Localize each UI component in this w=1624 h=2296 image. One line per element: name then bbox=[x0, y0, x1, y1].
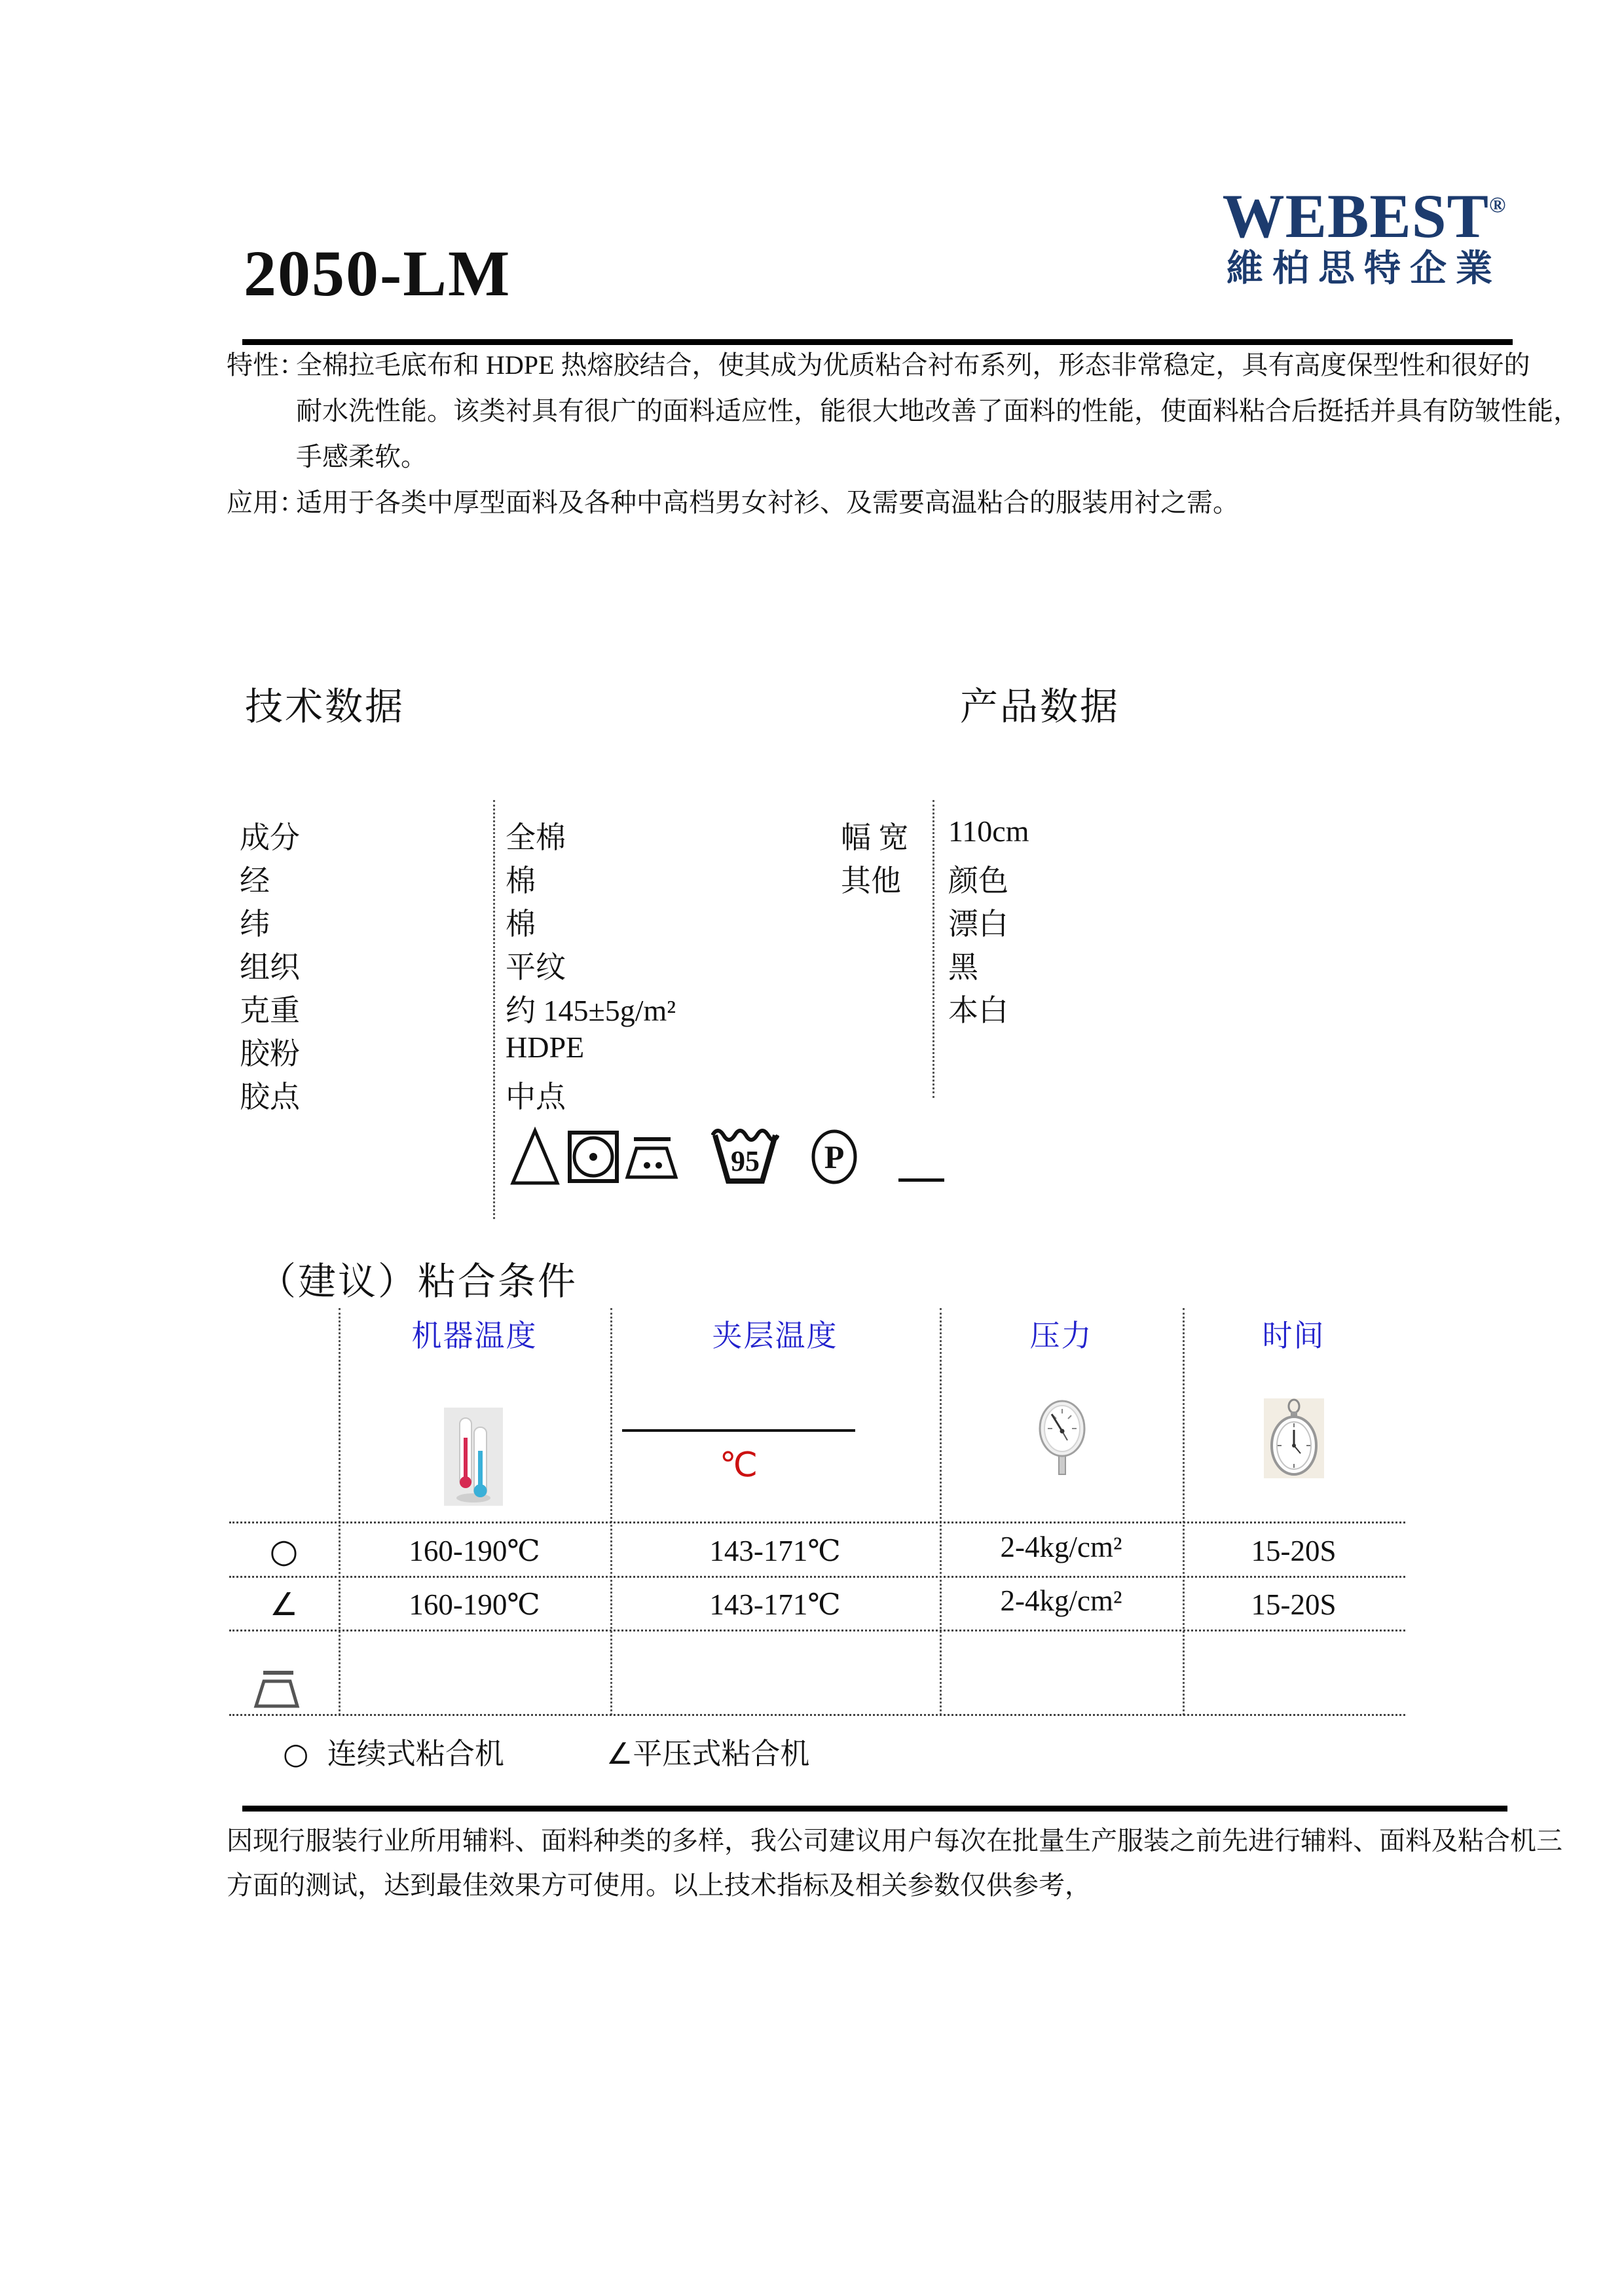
legend-flat-press-machine: ∠平压式粘合机 bbox=[606, 1736, 810, 1771]
logo-company-text: 維柏思特企業 bbox=[1227, 248, 1502, 289]
product-row-value: 黑 bbox=[948, 951, 978, 984]
header-rule bbox=[242, 339, 1513, 345]
product-row-value: 110cm bbox=[948, 814, 1029, 848]
logo-wordmark bbox=[1210, 181, 1518, 251]
product-row-value: 颜色 bbox=[948, 864, 1008, 898]
stopwatch-icon bbox=[1264, 1398, 1324, 1478]
page-title: 2050-LM bbox=[244, 237, 511, 310]
bonding-row-line bbox=[229, 1714, 1405, 1716]
bonding-header-machine-temp: 机器温度 bbox=[411, 1319, 538, 1353]
iron-two-dots-icon bbox=[623, 1134, 681, 1181]
pressure-value: 2-4kg/cm² bbox=[1000, 1531, 1122, 1563]
feature-line: 耐水洗性能。该类衬具有很广的面料适应性，能很大地改善了面料的性能，使面料粘合后挺括并具有防皱性能， bbox=[296, 396, 1579, 426]
wash-95-icon bbox=[711, 1121, 779, 1186]
tech-row-value: 中点 bbox=[506, 1080, 566, 1114]
feature-line: 手感柔软。 bbox=[296, 442, 427, 471]
bonding-col-line bbox=[1183, 1308, 1185, 1715]
bonding-col-line bbox=[339, 1308, 341, 1715]
layer-temp-value: 143-171℃ bbox=[709, 1535, 841, 1567]
logo-brand-text: WEBEST bbox=[1222, 181, 1489, 251]
tech-row-value: HDPE bbox=[506, 1030, 585, 1064]
footer-line: 因现行服装行业所用辅料、面料种类的多样，我公司建议用户每次在批量生产服装之前先进行辅料、面料及粘合机三 bbox=[227, 1826, 1562, 1855]
tech-row-label: 胶点 bbox=[240, 1080, 300, 1114]
product-row-label: 其他 bbox=[841, 864, 901, 898]
bonding-conditions-title: （建议）粘合条件 bbox=[258, 1260, 578, 1303]
product-data-title: 产品数据 bbox=[960, 685, 1120, 728]
tumble-dry-icon bbox=[567, 1130, 619, 1184]
product-row-value: 漂白 bbox=[948, 907, 1008, 941]
celsius-symbol: ℃ bbox=[719, 1446, 758, 1485]
product-row-value: 本白 bbox=[948, 994, 1008, 1027]
bonding-col-line bbox=[610, 1308, 612, 1715]
pressure-value: 2-4kg/cm² bbox=[1000, 1584, 1122, 1617]
machine-temp-value: 160-190℃ bbox=[409, 1535, 540, 1567]
svg-text:P: P bbox=[824, 1139, 845, 1175]
bleach-triangle-icon bbox=[509, 1126, 561, 1188]
svg-text:95: 95 bbox=[731, 1145, 760, 1177]
layer-temp-value: 143-171℃ bbox=[709, 1588, 841, 1621]
bonding-row-line bbox=[229, 1630, 1405, 1631]
tech-row-label: 克重 bbox=[240, 994, 300, 1027]
time-value: 15-20S bbox=[1251, 1588, 1337, 1621]
product-table-divider bbox=[932, 800, 934, 1098]
blank-line-icon bbox=[898, 1178, 944, 1182]
bonding-row-line bbox=[229, 1522, 1405, 1523]
bonding-header-pressure: 压力 bbox=[1029, 1319, 1093, 1353]
tech-row-label: 胶粉 bbox=[240, 1037, 300, 1070]
tech-row-value: 棉 bbox=[506, 907, 536, 941]
tech-row-label: 组织 bbox=[240, 951, 300, 984]
dry-clean-p-icon bbox=[809, 1127, 859, 1186]
footer-rule bbox=[242, 1806, 1507, 1812]
footer-line: 方面的测试，达到最佳效果方可使用。以上技术指标及相关参数仅供参考， bbox=[227, 1870, 1091, 1900]
bonding-col-line bbox=[940, 1308, 942, 1715]
registered-trademark-icon: ® bbox=[1488, 193, 1506, 217]
company-logo bbox=[1210, 181, 1518, 289]
application-text: 适用于各类中厚型面料及各种中高档男女衬衫、及需要高温粘合的服装用衬之需。 bbox=[296, 488, 1239, 517]
row-symbol-flat-press: ∠ bbox=[269, 1586, 299, 1623]
tech-row-label: 成分 bbox=[240, 821, 300, 854]
legend-continuous-machine: ○ 连续式粘合机 bbox=[283, 1736, 504, 1771]
row-symbol-iron-icon bbox=[253, 1668, 303, 1710]
technical-data-title: 技术数据 bbox=[245, 685, 405, 728]
row-symbol-continuous: ○ bbox=[269, 1532, 299, 1570]
bonding-row-line bbox=[229, 1576, 1405, 1578]
tech-row-value: 平纹 bbox=[506, 951, 566, 984]
tech-row-label: 纬 bbox=[240, 907, 270, 941]
time-value: 15-20S bbox=[1251, 1535, 1337, 1567]
tech-table-divider bbox=[493, 800, 495, 1219]
machine-temp-value: 160-190℃ bbox=[409, 1588, 540, 1621]
layer-temp-line bbox=[622, 1429, 855, 1432]
feature-line: 全棉拉毛底布和 HDPE 热熔胶结合，使其成为优质粘合衬布系列，形态非常稳定，具有高度保型性和很好的 bbox=[296, 350, 1530, 380]
tech-row-value: 全棉 bbox=[506, 821, 566, 854]
feature-label: 特性： bbox=[227, 350, 305, 380]
bonding-header-time: 时间 bbox=[1262, 1319, 1325, 1353]
tech-row-label: 经 bbox=[240, 864, 270, 898]
bonding-header-layer-temp: 夹层温度 bbox=[712, 1319, 838, 1353]
tech-row-value: 约 145±5g/m² bbox=[506, 994, 676, 1027]
thermometer-icon bbox=[444, 1408, 503, 1506]
product-row-label: 幅 宽 bbox=[841, 821, 909, 854]
tech-row-value: 棉 bbox=[506, 864, 536, 898]
pressure-gauge-icon bbox=[1037, 1396, 1087, 1478]
application-label: 应用： bbox=[227, 488, 305, 517]
